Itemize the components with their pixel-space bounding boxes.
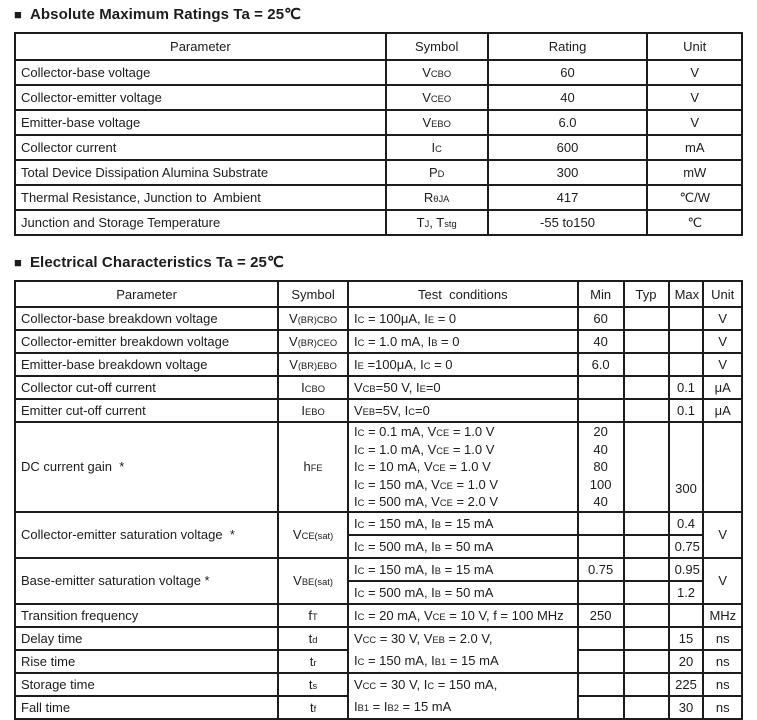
subscript-text: stg xyxy=(444,219,457,229)
cell-min xyxy=(578,627,624,650)
square-bullet-icon: ■ xyxy=(14,6,22,22)
cell-unit xyxy=(703,422,742,512)
square-bullet-icon: ■ xyxy=(14,254,22,270)
column-header: Test conditions xyxy=(348,281,578,307)
cell-max: 0.4 xyxy=(669,512,704,535)
cell-unit: V xyxy=(703,512,742,558)
cell-cond: IC = 500 mA, IB = 50 mA xyxy=(348,535,578,558)
cell-max: 0.95 xyxy=(669,558,704,581)
cell-typ xyxy=(624,330,669,353)
header-row xyxy=(15,33,742,60)
cell-cond: IE =100μA, IC = 0 xyxy=(348,353,578,376)
cell-typ xyxy=(624,696,669,719)
cell-min: 60 xyxy=(578,307,624,330)
cell-min: 40 xyxy=(578,330,624,353)
subscript-text: C xyxy=(357,542,365,553)
cell-max: 20 xyxy=(669,650,704,673)
cell-min xyxy=(578,512,624,535)
subscript-text: B xyxy=(434,565,442,576)
subscript-text: C xyxy=(357,338,365,348)
subscript-text: CE xyxy=(439,498,453,508)
cell-unit: ns xyxy=(703,696,742,719)
subscript-text: r xyxy=(313,657,317,668)
cell-min xyxy=(578,581,624,604)
cell-symbol: hFE xyxy=(278,422,348,512)
cell-max: 225 xyxy=(669,673,704,696)
subscript-text: C xyxy=(357,565,365,576)
column-header: Unit xyxy=(647,33,742,60)
cell-symbol: V(BR)CEO xyxy=(278,330,348,353)
cell-unit: V xyxy=(647,110,742,135)
table-row xyxy=(15,60,742,85)
cell-cond: IC = 0.1 mA, VCE = 1.0 V IC = 1.0 mA, VCE = 1.0 V IC = 10 mA, VCE = 1.0 V IC = 150 mA, VCE = 1.0 V IC = 500 mA, VCE = 2.0 V xyxy=(348,422,578,512)
cell-typ xyxy=(624,604,669,627)
cell-rating: 6.0 xyxy=(488,110,648,135)
table-row xyxy=(15,376,742,399)
subscript-text: CE xyxy=(436,428,450,438)
subscript-text: CC xyxy=(362,634,377,645)
cell-unit: ns xyxy=(703,627,742,650)
cell-cond: IC = 150 mA, IB = 15 mA xyxy=(348,558,578,581)
cell-symbol: VCEO xyxy=(386,85,488,110)
cell-min: 250 xyxy=(578,604,624,627)
cell-symbol: ICBO xyxy=(278,376,348,399)
cell-min xyxy=(578,376,624,399)
cell-parameter: Emitter-base breakdown voltage xyxy=(15,353,278,376)
subscript-text: C xyxy=(357,498,365,508)
column-header: Unit xyxy=(703,281,742,307)
subscript-text: (BR)CEO xyxy=(297,338,338,348)
cell-min xyxy=(578,535,624,558)
cell-cond: IC = 100μA, IE = 0 xyxy=(348,307,578,330)
table-row xyxy=(15,558,742,581)
cell-symbol: fT xyxy=(278,604,348,627)
subscript-text: D xyxy=(437,169,445,179)
cell-typ xyxy=(624,399,669,422)
subscript-text: EB xyxy=(432,634,445,645)
cell-parameter: Fall time xyxy=(15,696,278,719)
subscript-text: CE xyxy=(432,611,446,622)
cell-max: 30 xyxy=(669,696,704,719)
table-row xyxy=(15,422,742,512)
cell-parameter: Collector-base voltage xyxy=(15,60,386,85)
cell-rating: 60 xyxy=(488,60,648,85)
cell-min xyxy=(578,673,624,696)
cell-parameter: Collector-emitter breakdown voltage xyxy=(15,330,278,353)
cell-parameter: Storage time xyxy=(15,673,278,696)
cell-symbol: VCE(sat) xyxy=(278,512,348,558)
table-row xyxy=(15,353,742,376)
cell-parameter: Delay time xyxy=(15,627,278,650)
subscript-text: C xyxy=(357,315,365,325)
subscript-text: B xyxy=(434,519,442,530)
cell-typ xyxy=(624,535,669,558)
cell-max: 15 xyxy=(669,627,704,650)
cell-symbol: RθJA xyxy=(386,185,488,210)
subscript-text: CE xyxy=(432,463,446,473)
cell-typ xyxy=(624,650,669,673)
cell-parameter: Transition frequency xyxy=(15,604,278,627)
cell-unit: MHz xyxy=(703,604,742,627)
table-row xyxy=(15,160,742,185)
column-header: Min xyxy=(578,281,624,307)
cell-min: 6.0 xyxy=(578,353,624,376)
cell-cond: VCC = 30 V, IC = 150 mA, IB1 = IB2 = 15 mA xyxy=(348,673,578,719)
cell-cond: IC = 150 mA, IB = 15 mA xyxy=(348,512,578,535)
absolute-maximum-ratings-title-text: Absolute Maximum Ratings Ta = 25℃ xyxy=(29,6,302,23)
cell-parameter: Collector-base breakdown voltage xyxy=(15,307,278,330)
cell-symbol: V(BR)CBO xyxy=(278,307,348,330)
subscript-text: FE xyxy=(310,463,323,474)
cell-max xyxy=(669,330,704,353)
cell-unit: ns xyxy=(703,673,742,696)
table-row xyxy=(15,135,742,160)
cell-min xyxy=(578,399,624,422)
subscript-text: C xyxy=(357,428,365,438)
subscript-text: BE(sat) xyxy=(301,577,333,587)
cell-symbol: ts xyxy=(278,673,348,696)
cell-unit: V xyxy=(703,558,742,604)
cell-parameter: Junction and Storage Temperature xyxy=(15,210,386,235)
cell-unit: V xyxy=(703,307,742,330)
cell-typ xyxy=(624,673,669,696)
cell-typ xyxy=(624,627,669,650)
table-row xyxy=(15,330,742,353)
subscript-text: CE xyxy=(436,445,450,456)
subscript-text: C xyxy=(435,144,442,154)
subscript-text: B1 xyxy=(434,656,447,667)
cell-parameter: Collector-emitter saturation voltage * xyxy=(15,512,278,558)
cell-symbol: IC xyxy=(386,135,488,160)
cell-parameter: Base-emitter saturation voltage * xyxy=(15,558,278,604)
cell-typ xyxy=(624,581,669,604)
subscript-text: CE xyxy=(439,480,453,491)
electrical-characteristics-table xyxy=(14,280,743,720)
subscript-text: C xyxy=(357,445,365,456)
cell-symbol: IEBO xyxy=(278,399,348,422)
cell-typ xyxy=(624,512,669,535)
cell-typ xyxy=(624,558,669,581)
column-header: Parameter xyxy=(15,33,386,60)
subscript-text: f xyxy=(313,703,317,714)
subscript-text: C xyxy=(357,480,365,491)
cell-parameter: Total Device Dissipation Alumina Substrate xyxy=(15,160,386,185)
cell-parameter: Rise time xyxy=(15,650,278,673)
subscript-text: C xyxy=(357,611,365,622)
subscript-text: C xyxy=(357,656,365,667)
cell-unit: μA xyxy=(703,399,742,422)
subscript-text: CEO xyxy=(430,94,452,104)
subscript-text: B1 xyxy=(357,702,370,713)
cell-rating: 300 xyxy=(488,160,648,185)
table-row xyxy=(15,85,742,110)
absolute-maximum-ratings-table xyxy=(14,32,743,236)
cell-parameter: Thermal Resistance, Junction to Ambient xyxy=(15,185,386,210)
cell-symbol: PD xyxy=(386,160,488,185)
header-row xyxy=(15,281,742,307)
subscript-text: E xyxy=(419,384,426,394)
column-header: Max xyxy=(669,281,704,307)
cell-rating: 40 xyxy=(488,85,648,110)
cell-cond: IC = 20 mA, VCE = 10 V, f = 100 MHz xyxy=(348,604,578,627)
cell-parameter: DC current gain * xyxy=(15,422,278,512)
cell-rating: 600 xyxy=(488,135,648,160)
column-header: Typ xyxy=(624,281,669,307)
table-row xyxy=(15,307,742,330)
subscript-text: s xyxy=(312,680,318,691)
cell-typ xyxy=(624,376,669,399)
subscript-text: d xyxy=(312,634,318,645)
cell-min xyxy=(578,650,624,673)
subscript-text: EBO xyxy=(305,407,325,417)
cell-unit: V xyxy=(703,330,742,353)
subscript-text: B xyxy=(431,338,438,348)
subscript-text: CE(sat) xyxy=(301,531,334,541)
electrical-characteristics-title-text: Electrical Characteristics Ta = 25℃ xyxy=(29,254,284,271)
electrical-characteristics-title xyxy=(14,253,744,271)
table-row xyxy=(15,512,742,535)
subscript-text: T xyxy=(312,611,318,622)
subscript-text: E xyxy=(357,361,364,371)
cell-unit: ℃ xyxy=(647,210,742,235)
subscript-text: (BR)EBO xyxy=(297,361,337,371)
cell-symbol: VCBO xyxy=(386,60,488,85)
column-header: Symbol xyxy=(278,281,348,307)
cell-unit: mW xyxy=(647,160,742,185)
cell-min xyxy=(578,696,624,719)
cell-max xyxy=(669,353,704,376)
cell-cond: VEB=5V, IC=0 xyxy=(348,399,578,422)
cell-max: 300 xyxy=(669,422,704,512)
cell-typ xyxy=(624,307,669,330)
cell-cond: IC = 500 mA, IB = 50 mA xyxy=(348,581,578,604)
cell-symbol: VBE(sat) xyxy=(278,558,348,604)
cell-cond: VCC = 30 V, VEB = 2.0 V, IC = 150 mA, IB1 = 15 mA xyxy=(348,627,578,673)
column-header: Symbol xyxy=(386,33,488,60)
table-row xyxy=(15,627,742,650)
cell-symbol: V(BR)EBO xyxy=(278,353,348,376)
table-row xyxy=(15,210,742,235)
cell-unit: V xyxy=(647,60,742,85)
subscript-text: E xyxy=(427,315,435,325)
subscript-text: C xyxy=(423,361,431,371)
table-row xyxy=(15,673,742,696)
cell-parameter: Emitter-base voltage xyxy=(15,110,386,135)
cell-symbol: VEBO xyxy=(386,110,488,135)
cell-symbol: td xyxy=(278,627,348,650)
table-row xyxy=(15,185,742,210)
cell-max: 0.1 xyxy=(669,399,704,422)
subscript-text: CBO xyxy=(430,69,452,79)
table-row xyxy=(15,110,742,135)
cell-max xyxy=(669,604,704,627)
cell-unit: V xyxy=(647,85,742,110)
cell-max: 0.1 xyxy=(669,376,704,399)
subscript-text: CB xyxy=(362,384,376,394)
table-row xyxy=(15,399,742,422)
column-header: Parameter xyxy=(15,281,278,307)
cell-min: 0.75 xyxy=(578,558,624,581)
cell-min: 20 40 80 100 40 xyxy=(578,422,624,512)
subscript-text: CC xyxy=(362,680,377,691)
subscript-text: J xyxy=(424,219,430,229)
cell-max: 0.75 xyxy=(669,535,704,558)
cell-symbol: tr xyxy=(278,650,348,673)
cell-parameter: Collector-emitter voltage xyxy=(15,85,386,110)
subscript-text: C xyxy=(357,588,365,599)
column-header: Rating xyxy=(488,33,648,60)
cell-typ xyxy=(624,422,669,512)
cell-parameter: Collector cut-off current xyxy=(15,376,278,399)
cell-unit: ℃/W xyxy=(647,185,742,210)
subscript-text: EB xyxy=(362,407,376,417)
cell-cond: VCB=50 V, IE=0 xyxy=(348,376,578,399)
cell-rating: -55 to150 xyxy=(488,210,648,235)
cell-typ xyxy=(624,353,669,376)
cell-rating: 417 xyxy=(488,185,648,210)
subscript-text: B xyxy=(434,542,442,553)
subscript-text: B xyxy=(434,588,442,599)
cell-unit: ns xyxy=(703,650,742,673)
subscript-text: EBO xyxy=(431,119,451,129)
subscript-text: C xyxy=(357,519,365,530)
subscript-text: C xyxy=(408,407,415,417)
cell-max: 1.2 xyxy=(669,581,704,604)
cell-parameter: Collector current xyxy=(15,135,386,160)
subscript-text: B2 xyxy=(387,702,399,713)
subscript-text: C xyxy=(427,680,435,691)
table-row xyxy=(15,604,742,627)
cell-symbol: tf xyxy=(278,696,348,719)
cell-symbol: TJ, Tstg xyxy=(386,210,488,235)
cell-unit: V xyxy=(703,353,742,376)
cell-unit: mA xyxy=(647,135,742,160)
cell-max xyxy=(669,307,704,330)
subscript-text: CBO xyxy=(304,384,326,394)
cell-cond: IC = 1.0 mA, IB = 0 xyxy=(348,330,578,353)
subscript-text: θJA xyxy=(433,194,450,204)
subscript-text: C xyxy=(357,463,365,473)
subscript-text: (BR)CBO xyxy=(297,315,338,325)
absolute-maximum-ratings-title xyxy=(14,5,744,23)
cell-parameter: Emitter cut-off current xyxy=(15,399,278,422)
cell-unit: μA xyxy=(703,376,742,399)
